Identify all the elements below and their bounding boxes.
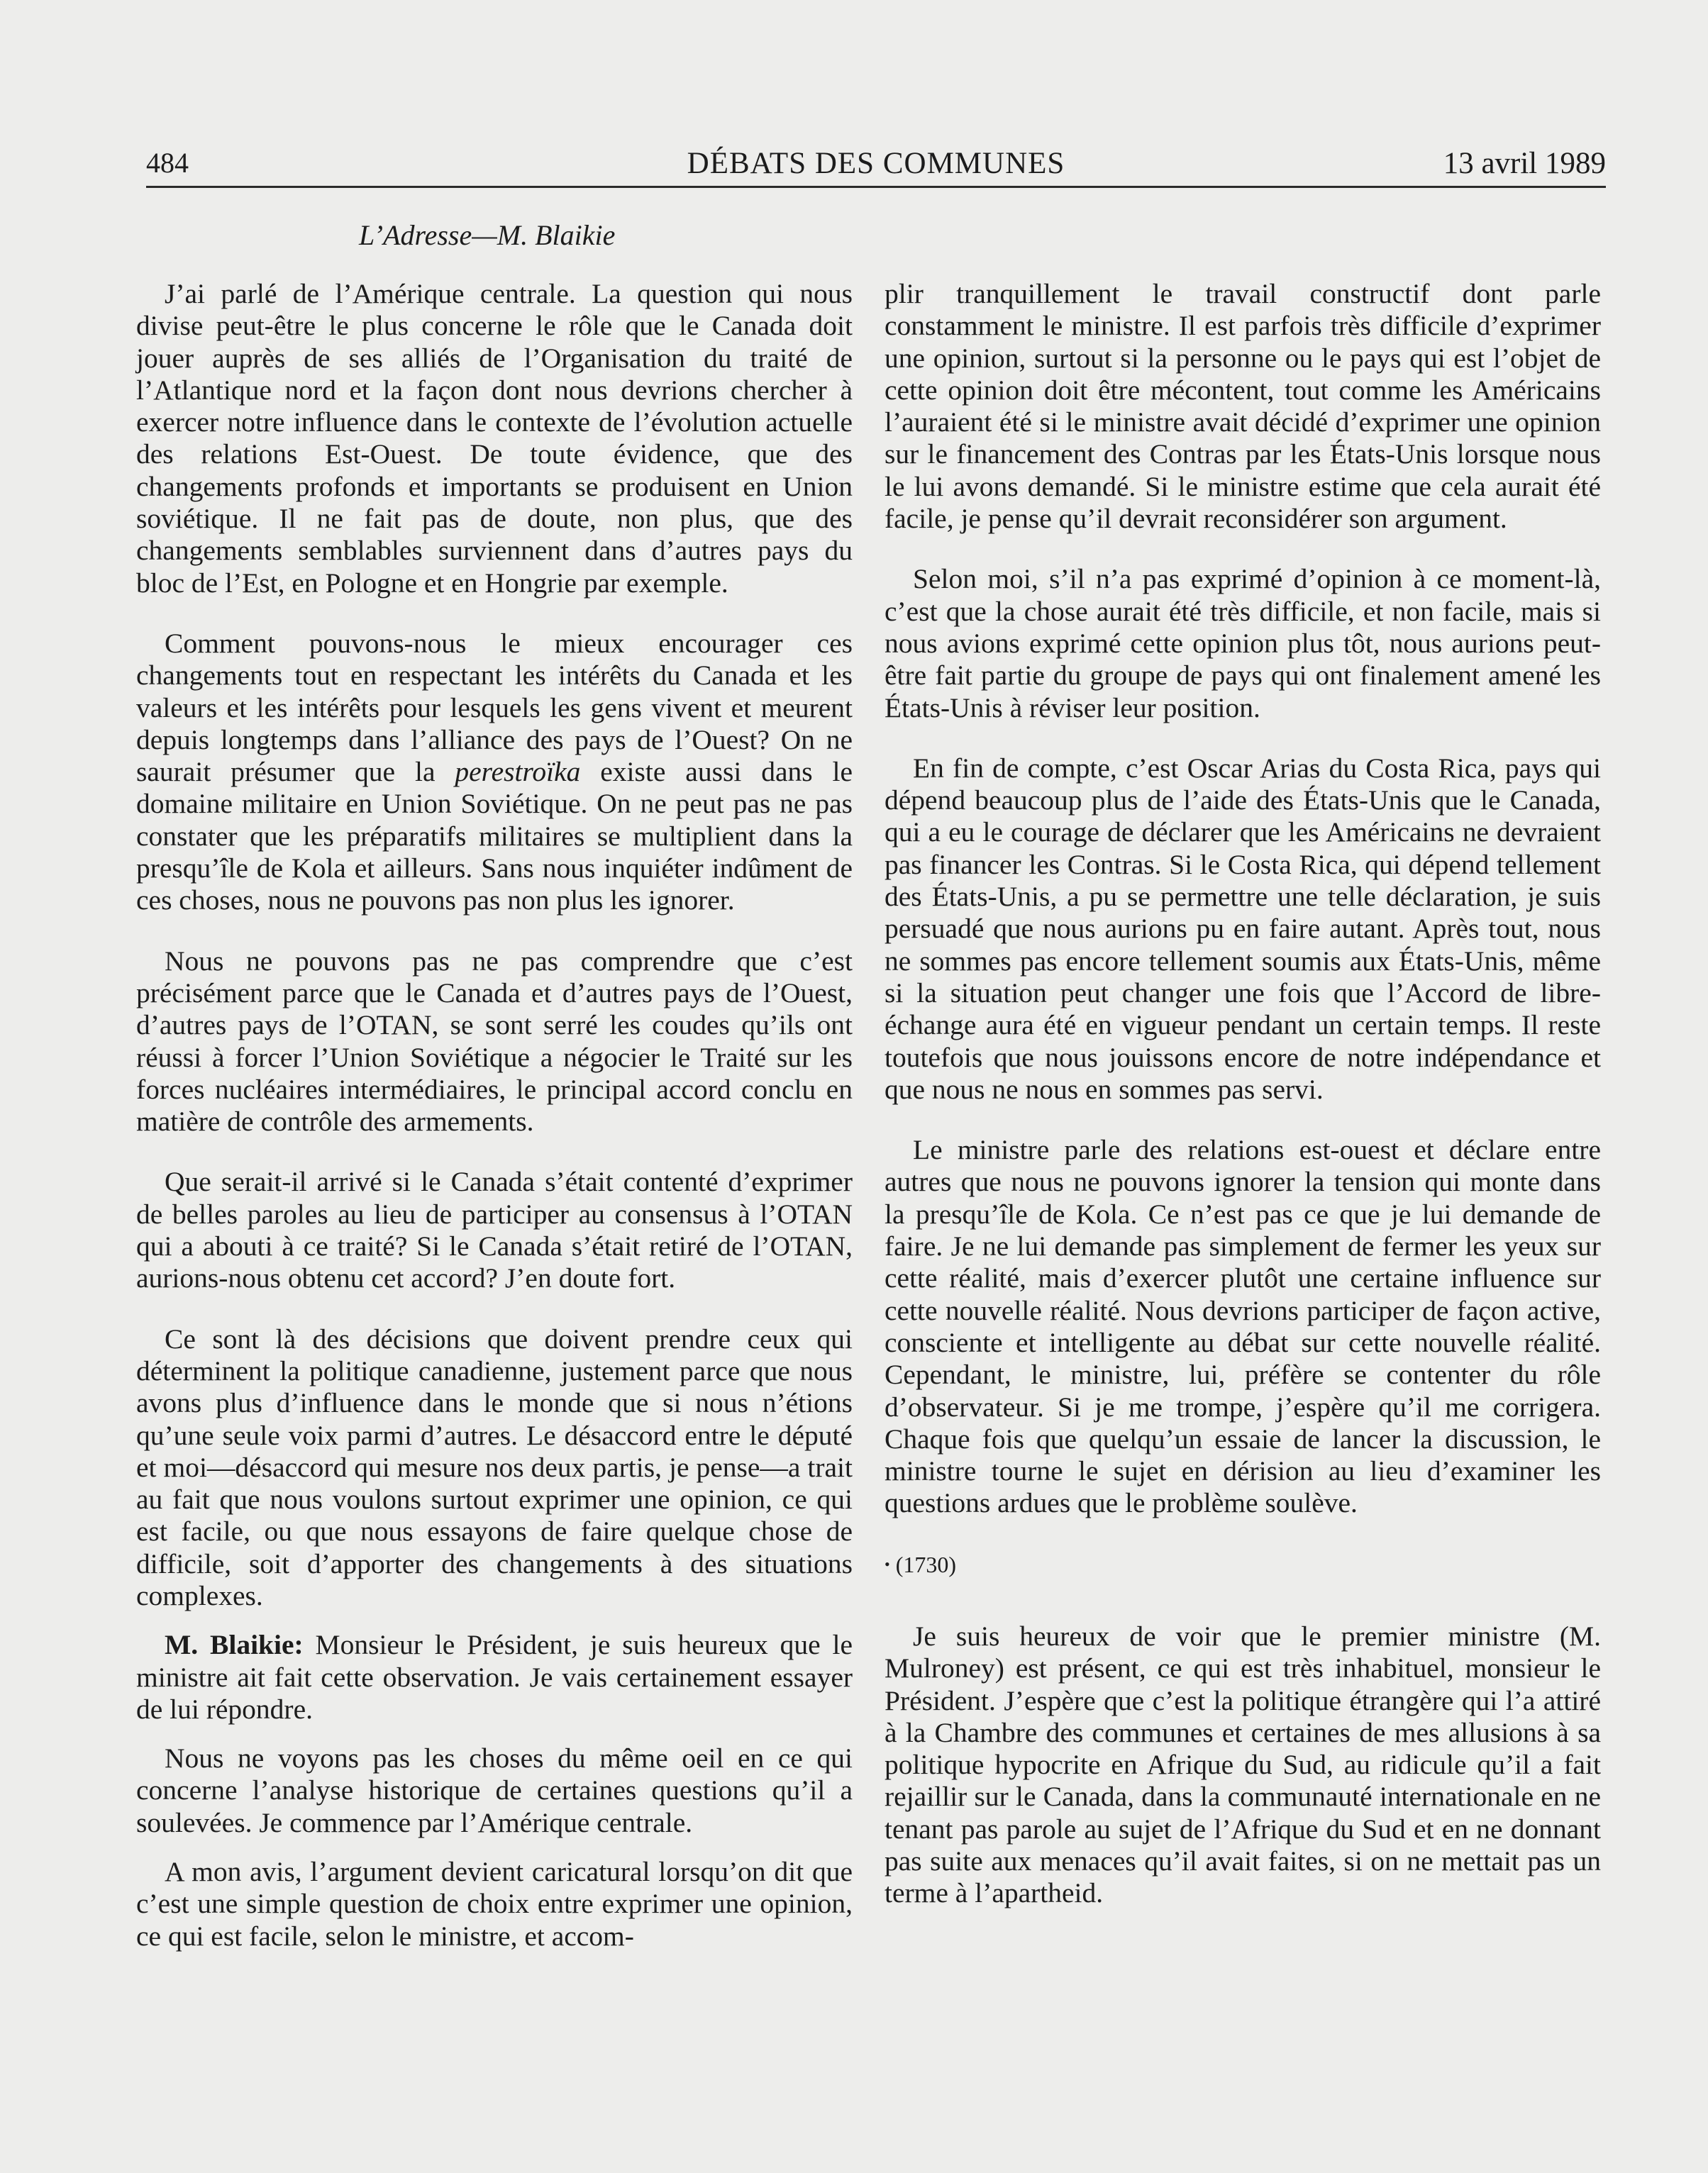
paragraph: J’ai parlé de l’Amérique centrale. La question qui nous divise peut-être le plus concerne le rôle que le Canada doit jouer auprès de ses alliés de l’Organisation du traité de l’Atlantique nord et la façon dont nous devrions chercher à exercer notre influence dans le contexte de l’évolution actuelle des relations Est-Ouest. De toute évidence, que des changements profonds et importants se produisent en Union soviétique. Il ne fait pas de doute, non plus, que des changements semblables surviennent dans d’autres pays du bloc de l’Est, en Pologne et en Hongrie par exemple.	[136, 278, 853, 599]
speaker-name: M. Blaikie:	[165, 1629, 304, 1661]
paragraph: Ce sont là des décisions que doivent prendre ceux qui déterminent la politique canadienne, justement parce que nous avons plus d’influence dans le monde que si nous n’étions qu’une seule voix parmi d’autres. Le désaccord entre le député et moi—désaccord qui mesure nos deux partis, je pense—a trait au fait que nous voulons surtout exprimer une opinion, ce qui est facile, ou que nous essayons de faire quelque chose de difficile, soit d’apporter des changements à des situations complexes.	[136, 1323, 853, 1611]
paragraph: En fin de compte, c’est Oscar Arias du Costa Rica, pays qui dépend beaucoup plus de l’aide des États-Unis que le Canada, qui a eu le courage de déclarer que les Américains ne devraient pas financer les Contras. Si le Costa Rica, qui dépend tellement des États-Unis, a pu se permettre une telle déclaration, je suis persuadé que nous aurions pu en faire autant. Après tout, nous ne sommes pas encore tellement soumis aux États-Unis, même si la situation peut changer une fois que l’Accord de libre-échange aura été en vigueur pendant un certain temps. Il reste toutefois que nous jouissons encore de notre indépendance et que nous ne nous en sommes pas servi.	[884, 752, 1601, 1105]
left-column	[136, 278, 853, 1981]
page-header	[146, 142, 1606, 188]
right-column	[884, 278, 1601, 1938]
paragraph: Nous ne pouvons pas ne pas comprendre que c’est précisément parce que le Canada et d’autres pays de l’Ouest, d’autres pays de l’OTAN, se sont serré les coudes qu’ils ont réussi à forcer l’Union Soviétique a négocier le Traité sur les forces nucléaires intermédiaires, le principal accord conclu en matière de contrôle des armements.	[136, 945, 853, 1138]
paragraph: Que serait-il arrivé si le Canada s’était contenté d’exprimer de belles paroles au lieu de participer au consensus à l’OTAN qui a abouti à ce traité? Si le Canada s’était retiré de l’OTAN, aurions-nous obtenu cet accord? J’en doute fort.	[136, 1166, 853, 1294]
text-run: Monsieur le Président, je suis heureux que le ministre ait fait cette observation. Je vais certainement essayer de lui répondre.	[136, 1629, 853, 1725]
speaker-paragraph	[136, 1629, 853, 1725]
text-run: Comment pouvons-nous le mieux encourager ces changements tout en respectant les intérêts du Canada et les valeurs et les intérêts pour lesquels les gens vivent et meurent depuis longtemps dans l’alliance des pays de l’Ouest? On ne saurait présumer que la	[136, 627, 853, 788]
paragraph: Selon moi, s’il n’a pas exprimé d’opinion à ce moment-là, c’est que la chose aurait été très difficile, et non facile, mais si nous avions exprimé cette opinion plus tôt, nous aurions peut-être fait partie du groupe de pays qui ont finalement amené les États-Unis à réviser leur position.	[884, 563, 1601, 723]
paragraph: Nous ne voyons pas les choses du même oeil en ce qui concerne l’analyse historique de certaines questions qu’il a soulevées. Je commence par l’Amérique centrale.	[136, 1743, 853, 1838]
paragraph: Le ministre parle des relations est-ouest et déclare entre autres que nous ne pouvons ignorer la tension qui monte dans la presqu’île de Kola. Ce n’est pas ce que je lui demande de faire. Je ne lui demande pas simplement de fermer les yeux sur cette réalité, mais d’exercer plutôt une certaine influence sur cette nouvelle réalité. Nous devrions participer de façon active, consciente et intelligente au débat sur cette nouvelle réalité. Cependant, le ministre, lui, préfère se contenter du rôle d’observateur. Si je me trompe, j’espère qu’il me corrigera. Chaque fois que quelqu’un essaie de lancer la discussion, le ministre tourne le sujet en dérision au lieu d’examiner les questions ardues que le problème soulève.	[884, 1134, 1601, 1519]
paragraph: Je suis heureux de voir que le premier ministre (M. Mulroney) est présent, ce qui est très inhabituel, monsieur le Président. J’espère que c’est la politique étrangère qui l’a attiré à la Chambre des communes et certaines de mes allusions à sa politique hypocrite en Afrique du Sud, au ridicule qu’il a fait rejaillir sur le Canada, dans la communauté internationale en ne tenant pas parole au sujet de l’Afrique du Sud et en ne donnant pas suite aux menaces qu’il avait faites, si on ne mettait pas un terme à l’apartheid.	[884, 1620, 1601, 1909]
page-date: 13 avril 1989	[1443, 147, 1606, 180]
emphasis-text: perestroïka	[455, 756, 581, 788]
paragraph: plir tranquillement le travail constructif dont parle constamment le ministre. Il est parfois très difficile d’exprimer une opinion, surtout si la personne ou le pays qui est l’objet de cette opinion doit être mécontent, tout comme les Américains l’auraient été si le ministre avait décidé d’exprimer une opinion sur le financement des Contras par les États-Unis lorsque nous le lui avons demandé. Si le ministre estime que cela aurait été facile, je pense qu’il devrait reconsidérer son argument.	[884, 278, 1601, 535]
timestamp-text: (1730)	[895, 1551, 957, 1577]
timestamp	[884, 1548, 1601, 1581]
text-run: existe aussi dans le domaine militaire en Union Soviétique. On ne peut pas ne pas constater que les préparatifs militaires se multiplient dans la presqu’île de Kola et ailleurs. Sans nous inquiéter indûment de ces choses, nous ne pouvons pas non plus les ignorer.	[136, 756, 853, 916]
section-title: L’Adresse—M. Blaikie	[359, 219, 616, 251]
paragraph: A mon avis, l’argument devient caricatural lorsqu’on dit que c’est une simple question de choix entre exprimer une opinion, ce qui est facile, selon le ministre, et accom-	[136, 1856, 853, 1952]
paragraph	[136, 628, 853, 917]
bullet-icon: •	[884, 1555, 890, 1573]
page-number: 484	[146, 147, 189, 179]
journal-title: DÉBATS DES COMMUNES	[687, 147, 1065, 180]
